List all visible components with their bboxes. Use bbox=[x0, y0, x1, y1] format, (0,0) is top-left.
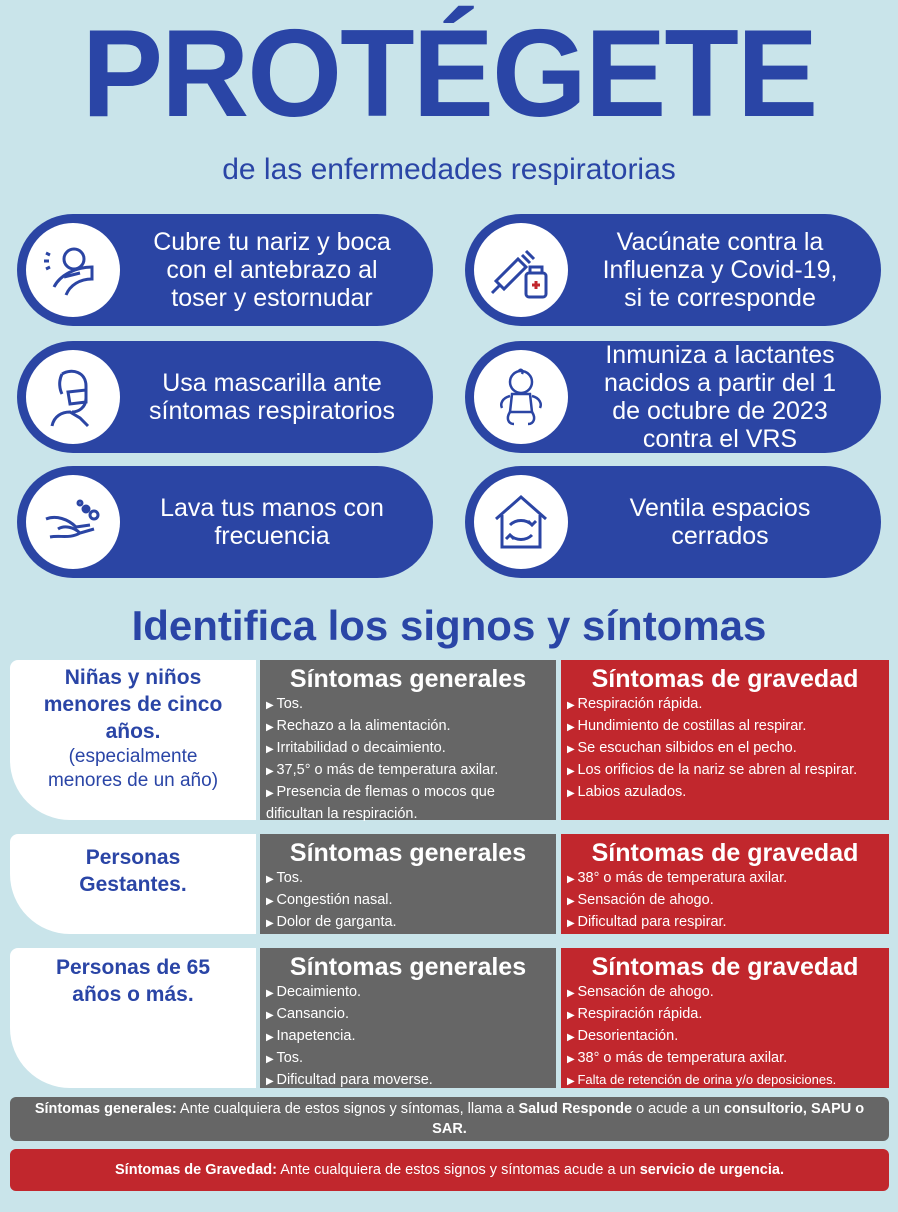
group-label-elderly: Personas de 65 años o más. bbox=[10, 948, 256, 1088]
house-ventilation-icon bbox=[474, 475, 568, 569]
cough-elbow-icon bbox=[26, 223, 120, 317]
tip-cover-cough bbox=[17, 214, 433, 326]
section-title: Identifica los signos y síntomas bbox=[131, 602, 767, 649]
tip-text: Lava tus manos con frecuencia bbox=[160, 494, 384, 550]
tip-text: Vacúnate contra la Influenza y Covid-19, si te corresponde bbox=[602, 228, 838, 312]
page-title: PROTÉGETE bbox=[81, 3, 817, 143]
severe-symptoms-children: Síntomas de gravedad ▶ Respiración rápida. ▶ Hundimiento de costillas al respirar. ▶ Se escuchan silbidos en el pecho. ▶ Los orificios de la nariz se abren al respirar. ▶ Labios azulados. bbox=[561, 660, 889, 820]
hand-wash-icon bbox=[26, 475, 120, 569]
page-subtitle: de las enfermedades respiratorias bbox=[222, 153, 676, 186]
tip-text: Ventila espacios cerrados bbox=[629, 494, 811, 550]
footer-severe-note: Síntomas de Gravedad: Ante cualquiera de estos signos y síntomas acude a un servicio de urgencia. bbox=[10, 1149, 889, 1191]
baby-icon bbox=[474, 350, 568, 444]
tip-ventilate bbox=[465, 466, 881, 578]
group-label-pregnant: Personas Gestantes. bbox=[10, 834, 256, 934]
vaccine-icon bbox=[474, 223, 568, 317]
general-symptoms-pregnant: Síntomas generales ▶ Tos. ▶ Congestión nasal. ▶ Dolor de garganta. bbox=[260, 834, 556, 934]
tip-wash-hands bbox=[17, 466, 433, 578]
severe-symptoms-elderly: Síntomas de gravedad ▶ Sensación de ahogo. ▶ Respiración rápida. ▶ Desorientación. ▶ 38° o más de temperatura axilar. ▶ Falta de retención de orina y/o deposiciones. bbox=[561, 948, 889, 1088]
group-label-children: Niñas y niños menores de cinco años. (especialmente menores de un año) bbox=[10, 660, 256, 820]
footer-general-note: Síntomas generales: Ante cualquiera de estos signos y síntomas, llama a Salud Responde o acude a un consultorio, SAPU o SAR. bbox=[10, 1097, 889, 1141]
face-mask-icon bbox=[26, 350, 120, 444]
tip-text: Cubre tu nariz y boca con el antebrazo al toser y estornudar bbox=[153, 228, 391, 312]
general-symptoms-children: Síntomas generales ▶ Tos. ▶ Rechazo a la alimentación. ▶ Irritabilidad o decaimiento. ▶ 37,5° o más de temperatura axilar. ▶ Presencia de flemas o mocos que dificultan la respiración. bbox=[260, 660, 556, 820]
general-symptoms-elderly: Síntomas generales ▶ Decaimiento. ▶ Cansancio. ▶ Inapetencia. ▶ Tos. ▶ Dificultad para moverse. bbox=[260, 948, 556, 1088]
tip-text: Usa mascarilla ante síntomas respiratorios bbox=[149, 369, 395, 425]
severe-symptoms-pregnant: Síntomas de gravedad ▶ 38° o más de temperatura axilar. ▶ Sensación de ahogo. ▶ Dificultad para respirar. bbox=[561, 834, 889, 934]
tip-vaccinate bbox=[465, 214, 881, 326]
tip-mask bbox=[17, 341, 433, 453]
tip-text: Inmuniza a lactantes nacidos a partir del 1 de octubre de 2023 contra el VRS bbox=[603, 341, 837, 453]
tip-immunize bbox=[465, 341, 881, 453]
